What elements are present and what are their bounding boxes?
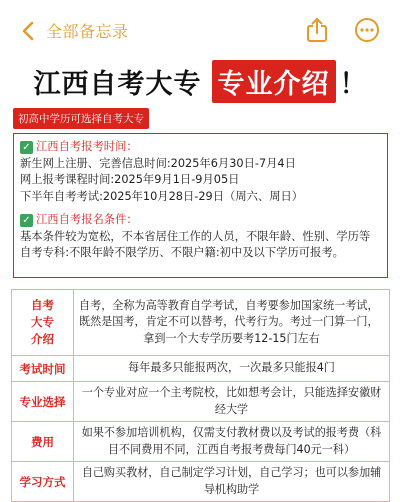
share-button[interactable] — [306, 17, 328, 47]
row-label: 费用 — [12, 422, 74, 462]
subtitle-tag: 初高中学历可选择自考大专 — [13, 108, 149, 129]
table-row — [12, 462, 390, 502]
row-value: 自己购买教材，自己制定学习计划，自己学习；也可以参加辅 导机构助学 — [74, 462, 390, 502]
section-heading-text: 江西自考报考时间： — [36, 140, 138, 153]
row-label: 自考大专介绍 — [12, 290, 74, 356]
row-label: 学习方式 — [12, 462, 74, 502]
row-label: 考试时间 — [12, 356, 74, 382]
info-line: 下半年自考考试:2025年10月28日-29日（周六、周日） — [20, 189, 304, 203]
info-box — [13, 133, 388, 278]
table-row — [12, 290, 390, 356]
info-table — [11, 289, 390, 502]
info-line: 网上报考课程时间:2025年9月1日-9月05日 — [20, 173, 240, 186]
title-highlight: 专业介绍 — [212, 60, 336, 103]
share-icon — [306, 17, 328, 43]
table-row — [12, 382, 390, 422]
section-heading-text: 江西自考报名条件： — [36, 213, 138, 226]
info-line: 自考专科:不限年龄不限学历、不限户籍:初中及以下学历可报考。 — [20, 246, 344, 259]
back-button[interactable] — [22, 19, 129, 42]
more-button[interactable] — [354, 17, 380, 47]
page-title — [0, 58, 400, 104]
top-navigation-bar — [0, 0, 400, 58]
row-value: 自考，全称为高等教育自学考试，自考要参加国家统一考试， 既然是国考，肯定不可以替考，代考行为。考过一门算一门， 拿到一个大专学历要考12-15门左右 — [74, 290, 390, 356]
info-line: 新生网上注册、完善信息时间:2025年6月30日-7月4日 — [20, 156, 296, 170]
table-row — [12, 422, 390, 462]
section-heading-conditions — [20, 212, 381, 229]
row-value: 如果不参加培训机构，仅需支付教材费以及考试的报考费（科 目不同费用不同，江西自考报考费每门40元一科） — [74, 422, 390, 462]
more-icon — [354, 17, 380, 43]
table-row — [12, 356, 390, 382]
title-text: 江西自考大专 — [33, 68, 202, 100]
row-label: 专业选择 — [12, 382, 74, 422]
row-value: 每年最多只能报两次，一次最多只能报4门 — [74, 356, 390, 382]
row-value: 一个专业对应一个主考院校，比如想考会计，只能选择安徽财 经大学 — [74, 382, 390, 422]
check-icon: ✓ — [20, 214, 33, 227]
title-suffix: ！ — [339, 68, 367, 100]
info-line: 基本条件较为宽松，不本省居住工作的人员，不限年龄、性别、学历等 — [20, 229, 371, 243]
check-icon: ✓ — [20, 141, 33, 154]
back-label: 全部备忘录 — [46, 22, 129, 41]
section-heading-exam-time — [20, 139, 381, 156]
chevron-left-icon — [22, 21, 34, 41]
